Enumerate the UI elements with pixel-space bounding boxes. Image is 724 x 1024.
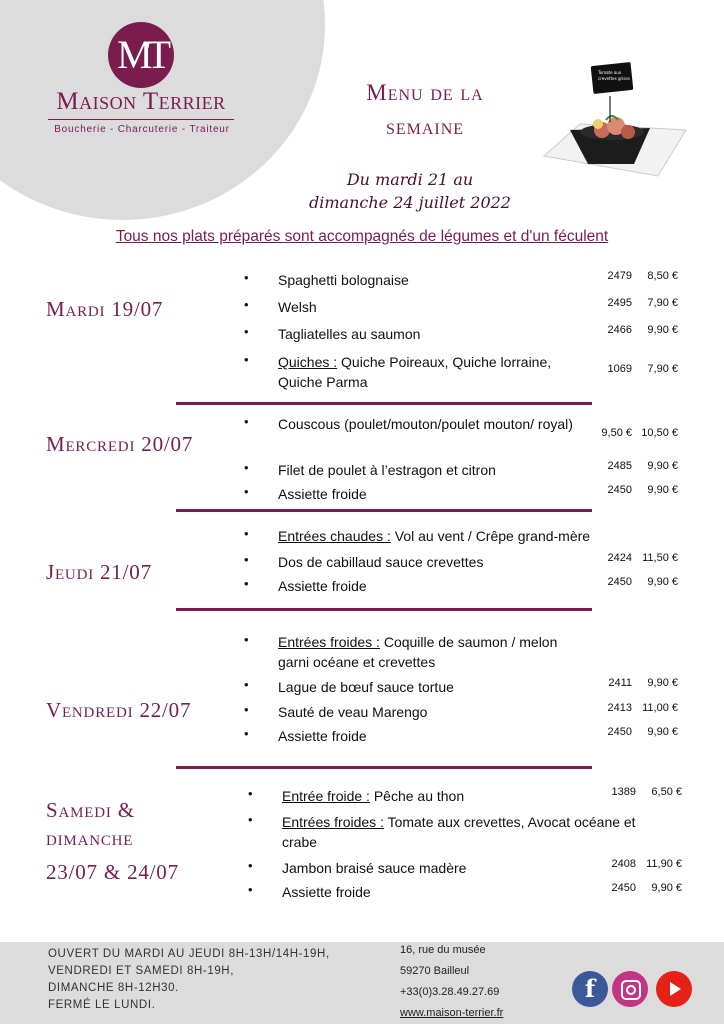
dish-photo xyxy=(540,60,690,180)
hours-line3: DIMANCHE 8H-12H30. xyxy=(48,982,179,994)
item-code: 2413 xyxy=(607,702,632,714)
brand-logo: MT xyxy=(108,22,174,88)
day-label-line3: 23/07 & 24/07 xyxy=(46,860,179,884)
item-text xyxy=(278,526,638,546)
item-code: 2495 xyxy=(607,297,632,309)
bullet-icon: • xyxy=(244,552,249,567)
item-detail: Tomate aux crevettes, Avocat océane et crabe xyxy=(282,814,636,850)
item-price: 9,90 € xyxy=(647,484,678,496)
instagram-icon[interactable] xyxy=(612,971,648,1007)
brand-divider xyxy=(48,119,234,120)
bullet-icon: • xyxy=(248,786,253,801)
item-code: 2450 xyxy=(607,484,632,496)
bullet-icon: • xyxy=(244,270,249,285)
website-link[interactable]: www.maison-terrier.fr xyxy=(400,1007,504,1019)
item-text: Filet de poulet à l’estragon et citron xyxy=(278,462,496,478)
item-text: Welsh xyxy=(278,299,317,315)
item-code: 2411 xyxy=(608,677,632,689)
item-price: 8,50 € xyxy=(647,270,678,282)
address-street: 16, rue du musée xyxy=(400,944,486,956)
item-price: 9,90 € xyxy=(651,882,682,894)
menu-title xyxy=(330,76,520,144)
item-label: Entrée froide : xyxy=(282,788,370,804)
item-code: 2424 xyxy=(607,552,632,564)
item-text: Lague de bœuf sauce tortue xyxy=(278,679,454,695)
day-label-samedi-dimanche xyxy=(46,796,179,886)
item-detail: Pêche au thon xyxy=(369,788,465,804)
hours-line1: OUVERT DU MARDI AU JEUDI 8H-13H/14H-19H, xyxy=(48,948,330,960)
item-code: 2479 xyxy=(607,270,632,282)
item-price-half: 9,50 € xyxy=(601,427,632,439)
item-price: 9,90 € xyxy=(647,726,678,738)
item-text: Assiette froide xyxy=(282,884,371,900)
section-divider xyxy=(176,509,592,512)
item-text: Assiette froide xyxy=(278,728,367,744)
bullet-icon: • xyxy=(244,526,249,541)
bullet-icon: • xyxy=(244,484,249,499)
bullet-icon: • xyxy=(244,297,249,312)
bullet-icon: • xyxy=(248,858,253,873)
phone-number: +33(0)3.28.49.27.69 xyxy=(400,986,500,998)
hours-line2: VENDREDI ET SAMEDI 8H-19H, xyxy=(48,965,235,977)
item-price: 7,90 € xyxy=(647,297,678,309)
day-label-vendredi: Vendredi 22/07 xyxy=(46,698,192,722)
item-text: Assiette froide xyxy=(278,486,367,502)
item-code: 2485 xyxy=(607,460,632,472)
bullet-icon: • xyxy=(244,702,249,717)
item-price: 11,50 € xyxy=(642,552,678,564)
bullet-icon: • xyxy=(244,632,249,647)
item-text: Dos de cabillaud sauce crevettes xyxy=(278,554,484,570)
item-price: 11,90 € xyxy=(646,858,682,870)
item-price: 9,90 € xyxy=(647,677,678,689)
section-divider xyxy=(176,766,592,769)
section-divider xyxy=(176,402,592,405)
opening-hours xyxy=(48,946,330,1014)
item-text xyxy=(282,786,582,806)
bullet-icon: • xyxy=(244,576,249,591)
bullet-icon: • xyxy=(244,726,249,741)
menu-subtitle: Tous nos plats préparés sont accompagnés de légumes et d'un féculent xyxy=(115,228,609,245)
item-detail: Vol au vent / Crêpe grand-mère xyxy=(390,528,591,544)
menu-title-line2: semaine xyxy=(385,114,465,139)
item-text: Couscous (poulet/mouton/poulet mouton/ royal) xyxy=(278,416,573,432)
week-dates xyxy=(270,168,550,214)
bullet-icon: • xyxy=(244,414,249,429)
brand-tagline: Boucherie - Charcuterie - Traiteur xyxy=(54,124,230,135)
brand-name: Maison Terrier xyxy=(56,88,226,115)
section-divider xyxy=(176,608,592,611)
youtube-icon[interactable] xyxy=(656,971,692,1007)
item-text: Assiette froide xyxy=(278,578,367,594)
item-code: 1389 xyxy=(611,786,636,798)
item-detail: Coquille de saumon / melon garni océane et crevettes xyxy=(278,634,558,670)
item-code: 2408 xyxy=(611,858,636,870)
bullet-icon: • xyxy=(244,677,249,692)
bullet-icon: • xyxy=(244,460,249,475)
bullet-icon: • xyxy=(248,812,253,827)
item-label: Quiches : xyxy=(278,354,338,370)
day-label-line2: dimanche xyxy=(46,826,134,850)
item-text: Sauté de veau Marengo xyxy=(278,704,428,720)
day-label-line1: Samedi & xyxy=(46,798,135,822)
facebook-icon[interactable]: f xyxy=(572,971,608,1007)
item-text xyxy=(278,352,578,392)
item-label: Entrées chaudes : xyxy=(278,528,391,544)
item-detail: Quiche Poireaux, Quiche lorraine, Quiche Parma xyxy=(278,354,552,390)
item-text: Spaghetti bolognaise xyxy=(278,272,409,288)
item-text: Jambon braisé sauce madère xyxy=(282,860,467,876)
bullet-icon: • xyxy=(248,882,253,897)
svg-text:Tomate aux: Tomate aux xyxy=(598,70,622,75)
bullet-icon: • xyxy=(244,324,249,339)
day-label-mercredi: Mercredi 20/07 xyxy=(46,432,194,456)
item-price: 9,90 € xyxy=(647,460,678,472)
dates-line1: Du mardi 21 au xyxy=(346,170,474,189)
item-price: 9,90 € xyxy=(647,324,678,336)
item-price: 9,90 € xyxy=(647,576,678,588)
item-text: Tagliatelles au saumon xyxy=(278,326,421,342)
item-code: 2450 xyxy=(607,726,632,738)
item-price: 6,50 € xyxy=(651,786,682,798)
svg-text:crevettes grises: crevettes grises xyxy=(598,76,630,81)
item-price: 7,90 € xyxy=(647,363,678,375)
day-label-jeudi: Jeudi 21/07 xyxy=(46,560,152,584)
menu-title-line1: Menu de la xyxy=(366,80,484,105)
item-label: Entrées froides : xyxy=(282,814,384,830)
hours-line4: FERMÉ LE LUNDI. xyxy=(48,999,156,1011)
item-code: 1069 xyxy=(607,363,632,375)
item-code: 2450 xyxy=(607,576,632,588)
item-price: 10,50 € xyxy=(641,427,678,439)
item-label: Entrées froides : xyxy=(278,634,380,650)
item-code: 2450 xyxy=(611,882,636,894)
item-text xyxy=(282,812,662,852)
bullet-icon: • xyxy=(244,352,249,367)
address-city: 59270 Bailleul xyxy=(400,965,470,977)
item-code: 2466 xyxy=(607,324,632,336)
dates-line2: dimanche 24 juillet 2022 xyxy=(309,193,511,212)
address-block xyxy=(400,940,503,1024)
item-text xyxy=(278,632,568,672)
item-price: 11,00 € xyxy=(642,702,678,714)
day-label-mardi: Mardi 19/07 xyxy=(46,297,164,321)
